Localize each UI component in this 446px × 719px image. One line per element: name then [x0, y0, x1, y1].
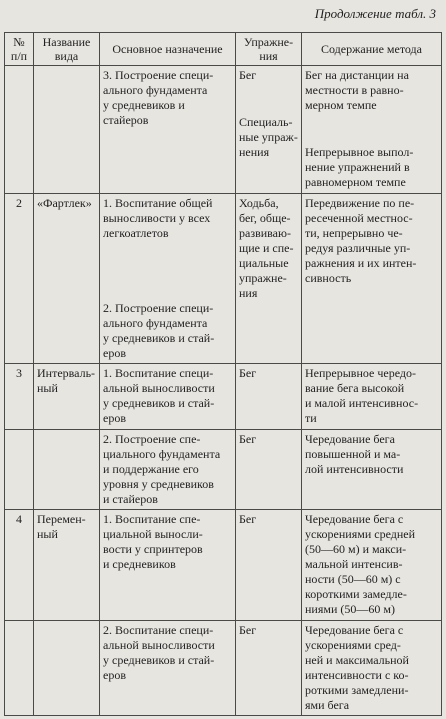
cell-exercise	[236, 364, 302, 429]
table-row	[5, 510, 442, 621]
table-caption: Продолжение табл. 3	[314, 6, 436, 21]
cell-name: Перемен- ный	[34, 510, 100, 621]
cell-num: 2	[5, 193, 34, 364]
cell-content	[302, 193, 442, 364]
header-exercise: Упражне- ния	[236, 33, 302, 66]
table-row	[5, 429, 442, 509]
exercise-block: Специаль- ные упраж- нения	[239, 115, 298, 159]
cell-purpose	[100, 510, 236, 621]
cell-num: 3	[5, 364, 34, 429]
cell-content	[302, 66, 442, 194]
cell-content	[302, 364, 442, 429]
cell-name	[34, 620, 100, 715]
exercise-block: Бег	[239, 431, 257, 446]
cell-purpose	[100, 66, 236, 194]
cell-purpose	[100, 364, 236, 429]
table-row	[5, 66, 442, 194]
cell-content	[302, 620, 442, 715]
cell-num	[5, 429, 34, 509]
exercise-block: Бег	[239, 622, 257, 637]
cell-name	[34, 429, 100, 509]
cell-name	[34, 66, 100, 194]
cell-exercise	[236, 510, 302, 621]
cell-name: «Фартлек»	[34, 193, 100, 364]
purpose-block: 3. Построение специ- ального фундамента у средневиков и стайеров	[103, 68, 214, 127]
purpose-block: 1. Воспитание специ- альной выносливости у средневиков и стай- еров	[103, 366, 215, 426]
cell-name: Интерваль- ный	[34, 364, 100, 429]
content-block: Непрерывное выпол- нение упражнений в равномерном темпе	[305, 145, 414, 189]
table-row	[5, 193, 442, 364]
header-name: Название вида	[34, 33, 100, 66]
content-block: Чередование бега с ускорениями средней (50—60 м) и макси- мальной интенсив- ности (50—60 м) с короткими замедле- ниями (50—60 м)	[305, 512, 416, 617]
purpose-block: 1. Воспитание общей выносливости у всех легкоатлетов	[103, 195, 213, 240]
cell-purpose	[100, 193, 236, 364]
purpose-block: 2. Построение спе- циального фундамента и поддержание его уровня у средневиков и стайеров	[103, 431, 221, 506]
cell-num	[5, 620, 34, 715]
purpose-block: 2. Воспитание специ- альной выносливости у средневиков и стай- еров	[103, 622, 215, 682]
cell-num: 4	[5, 510, 34, 621]
content-block: Бег на дистанции на местности в равно- мерном темпе	[305, 68, 409, 112]
content-block: Чередование бега с ускорениями сред- ней и максимальной интенсивности с ко- роткими замедлени- ями бега	[305, 622, 409, 712]
purpose-block: 1. Воспитание спе- циальной выносли- вости у спринтеров и средневиков	[103, 512, 203, 572]
header-num: № п/п	[5, 33, 34, 66]
content-block: Непрерывное чередо- вание бега высокой и малой интенсивнос- ти	[305, 366, 419, 426]
table-row	[5, 620, 442, 715]
exercise-block: Ходьба, бег, обще- развиваю- щие и спе- циальные упражне- ния	[239, 195, 294, 300]
exercise-block: Бег	[239, 512, 257, 527]
exercise-block: Бег	[239, 68, 257, 82]
exercise-block: Бег	[239, 366, 257, 381]
table-header-row	[5, 33, 442, 66]
table-row	[5, 364, 442, 429]
cell-num	[5, 66, 34, 194]
purpose-block: 2. Построение специ- ального фундамента у средневиков и стай- еров	[103, 300, 215, 360]
cell-exercise	[236, 66, 302, 194]
content-block: Чередование бега повышенной и ма- лой интенсивности	[305, 431, 404, 476]
cell-content	[302, 510, 442, 621]
cell-exercise	[236, 193, 302, 364]
content-block: Передвижение по пе- ресеченной местнос- ти, непрерывно че- редуя различные уп- ражнения и их интен- сивность	[305, 195, 417, 285]
cell-exercise	[236, 429, 302, 509]
cell-content	[302, 429, 442, 509]
cell-purpose	[100, 429, 236, 509]
cell-exercise	[236, 620, 302, 715]
header-purpose: Основное назначение	[100, 33, 236, 66]
header-content: Содержание метода	[302, 33, 442, 66]
cell-purpose	[100, 620, 236, 715]
methods-table	[4, 32, 442, 716]
